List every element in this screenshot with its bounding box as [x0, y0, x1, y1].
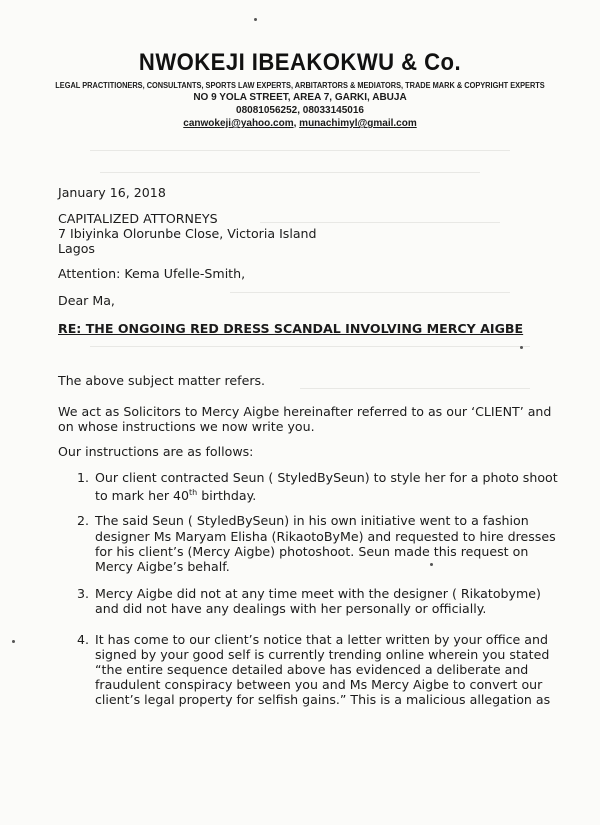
bleed-through-mark	[90, 346, 530, 347]
list-item-line: Mercy Aigbe did not at any time meet with the designer ( Rikatobyme)	[95, 586, 541, 601]
list-item-line: designer Ms Maryam Elisha (RikaotoByMe) and requested to hire dresses	[95, 529, 556, 544]
firm-emails	[0, 117, 600, 130]
list-item-line: fraudulent conspiracy between you and Ms Mercy Aigbe to convert our	[95, 677, 543, 692]
recipient-line: 7 Ibiyinka Olorunbe Close, Victoria Island	[58, 226, 317, 241]
letterhead	[0, 48, 600, 130]
list-item-line: client’s legal property for selfish gains.” This is a malicious allegation as	[95, 692, 551, 707]
list-item-line: Mercy Aigbe’s behalf.	[95, 559, 230, 574]
recipient-line: Lagos	[58, 241, 95, 256]
paragraph: on whose instructions we now write you.	[58, 419, 315, 434]
ordinal-suffix: th	[189, 488, 198, 497]
list-number: 2.	[77, 513, 90, 528]
list-item-line: The said Seun ( StyledBySeun) in his own initiative went to a fashion	[95, 513, 529, 528]
letter-date: January 16, 2018	[58, 185, 166, 200]
list-item-line: and did not have any dealings with her personally or officially.	[95, 601, 487, 616]
list-item-line: “the entire sequence detailed above has evidenced a deliberate and	[95, 662, 529, 677]
list-number: 3.	[77, 586, 90, 601]
paragraph: Our instructions are as follows:	[58, 444, 254, 459]
firm-address: NO 9 YOLA STREET, AREA 7, GARKI, ABUJA	[193, 92, 407, 103]
bleed-through-mark	[90, 150, 510, 151]
attention-line: Attention: Kema Ufelle-Smith,	[58, 266, 246, 281]
bleed-through-mark	[260, 222, 500, 223]
scan-speck	[254, 18, 257, 21]
paragraph: We act as Solicitors to Mercy Aigbe hereinafter referred to as our ‘CLIENT’ and	[58, 404, 552, 419]
scan-speck	[12, 640, 15, 643]
bleed-through-mark	[230, 292, 510, 293]
bleed-through-mark	[100, 172, 480, 173]
list-item-line: for his client’s (Mercy Aigbe) photoshoot. Seun made this request on	[95, 544, 529, 559]
list-number: 1.	[77, 470, 90, 485]
scan-speck	[430, 563, 433, 566]
salutation: Dear Ma,	[58, 293, 115, 308]
firm-phones: 08081056252, 08033145016	[236, 105, 364, 116]
firm-name: NWOKEJI IBEAKOKWU & Co.	[138, 49, 462, 76]
list-item-line: signed by your good self is currently trending online wherein you stated	[95, 647, 550, 662]
list-item-line: Our client contracted Seun ( StyledBySeun) to style her for a photo shoot	[95, 470, 558, 485]
email-link-2[interactable]: munachimyl@gmail.com	[299, 118, 417, 129]
scan-speck	[520, 346, 523, 349]
email-separator: ,	[293, 118, 300, 129]
list-number: 4.	[77, 632, 90, 647]
firm-tagline: LEGAL PRACTITIONERS, CONSULTANTS, SPORTS LAW EXPERTS, ARBITARTORS & MEDIATORS, TRADE MARK & COPYRIGHT EXPERTS	[55, 80, 545, 90]
paragraph: The above subject matter refers.	[58, 373, 266, 388]
recipient-line: CAPITALIZED ATTORNEYS	[58, 211, 218, 226]
list-item-line: It has come to our client’s notice that a letter written by your office and	[95, 632, 548, 647]
bleed-through-mark	[300, 388, 530, 389]
list-item-line: to mark her 40th birthday.	[95, 488, 257, 504]
email-link-1[interactable]: canwokeji@yahoo.com	[183, 118, 294, 129]
subject-heading: RE: THE ONGOING RED DRESS SCANDAL INVOLVING MERCY AIGBE	[58, 321, 524, 336]
